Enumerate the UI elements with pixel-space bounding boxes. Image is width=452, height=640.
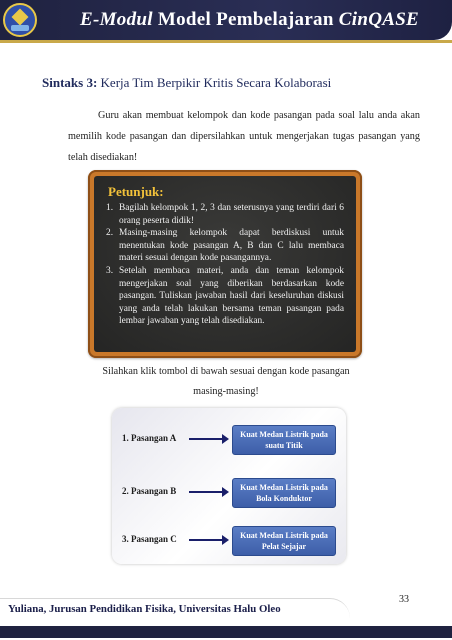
instruction-item xyxy=(106,265,344,328)
pair-c-label: 3. Pasangan C xyxy=(122,534,177,544)
title-emodul: E-Modul xyxy=(80,9,153,30)
instruction-text: Setelah membaca materi, anda dan teman kelompok mengerjakan soal yang diberikan berdasarkan kode pasangan. Tuliskan jawaban hasil dari keseluruhan diskusi yang anda telah lakukan bersama teman pasangan pada lembar jawaban yang telah disediakan. xyxy=(119,265,344,327)
pair-row-a xyxy=(112,425,346,455)
pair-c-button[interactable]: Kuat Medan Listrik pada Pelat Sejajar xyxy=(232,526,336,556)
arrow-right-icon xyxy=(189,491,223,493)
instruction-text: Bagilah kelompok 1, 2, 3 dan seterusnya yang terdiri dari 6 orang peserta didik! xyxy=(119,203,344,226)
pair-b-label: 2. Pasangan B xyxy=(122,486,177,496)
syntax-label: Sintaks 3: xyxy=(42,75,98,90)
instruction-text: Masing-masing kelompok dapat berdiskusi untuk menentukan kode pasangan A, B dan C lalu membaca materi sesuai dengan kode pasangannya. xyxy=(119,228,344,264)
intro-text: Guru akan membuat kelompok dan kode pasangan pada soal lalu anda akan memilih kode pasangan dan dipersilahkan untuk mengerjakan tugas pasangan yang telah disediakan! xyxy=(68,110,420,163)
instructions-chalkboard xyxy=(88,170,362,358)
chalkboard-surface xyxy=(94,176,356,352)
intro-paragraph xyxy=(68,105,420,168)
pair-a-label: 1. Pasangan A xyxy=(122,433,177,443)
instruction-number: 2. xyxy=(106,228,114,239)
footer-band xyxy=(0,598,350,624)
instruction-number: 1. xyxy=(106,203,114,213)
pair-row-c xyxy=(112,526,346,556)
syntax-title: Kerja Tim Berpikir Kritis Secara Kolaborasi xyxy=(97,75,332,90)
footer-author: Yuliana, Jurusan Pendidikan Fisika, Universitas Halu Oleo xyxy=(8,603,281,615)
pair-a-button[interactable]: Kuat Medan Listrik pada suatu Titik xyxy=(232,425,336,455)
university-logo-icon xyxy=(3,3,37,37)
instructions-heading: Petunjuk: xyxy=(108,184,164,199)
section-heading xyxy=(42,75,331,91)
instruction-item xyxy=(106,227,344,265)
title-middle: Model Pembelajaran xyxy=(152,9,339,30)
instruction-number: 3. xyxy=(106,265,114,276)
page-footer xyxy=(0,598,452,640)
page-number: 33 xyxy=(399,594,409,605)
module-title xyxy=(80,9,419,31)
page-header xyxy=(0,0,452,44)
pair-b-button[interactable]: Kuat Medan Listrik pada Bola Konduktor xyxy=(232,478,336,508)
arrow-right-icon xyxy=(189,539,223,541)
arrow-right-icon xyxy=(189,438,223,440)
title-cinqase: CinQASE xyxy=(338,9,420,30)
instruction-item xyxy=(106,202,344,227)
footer-rule xyxy=(0,626,452,638)
instructions-list xyxy=(106,202,344,328)
pair-row-b xyxy=(112,478,346,508)
pair-selection-panel xyxy=(112,408,346,564)
button-instruction: Silahkan klik tombol di bawah sesuai dengan kode pasangan masing-masing! xyxy=(102,366,350,397)
